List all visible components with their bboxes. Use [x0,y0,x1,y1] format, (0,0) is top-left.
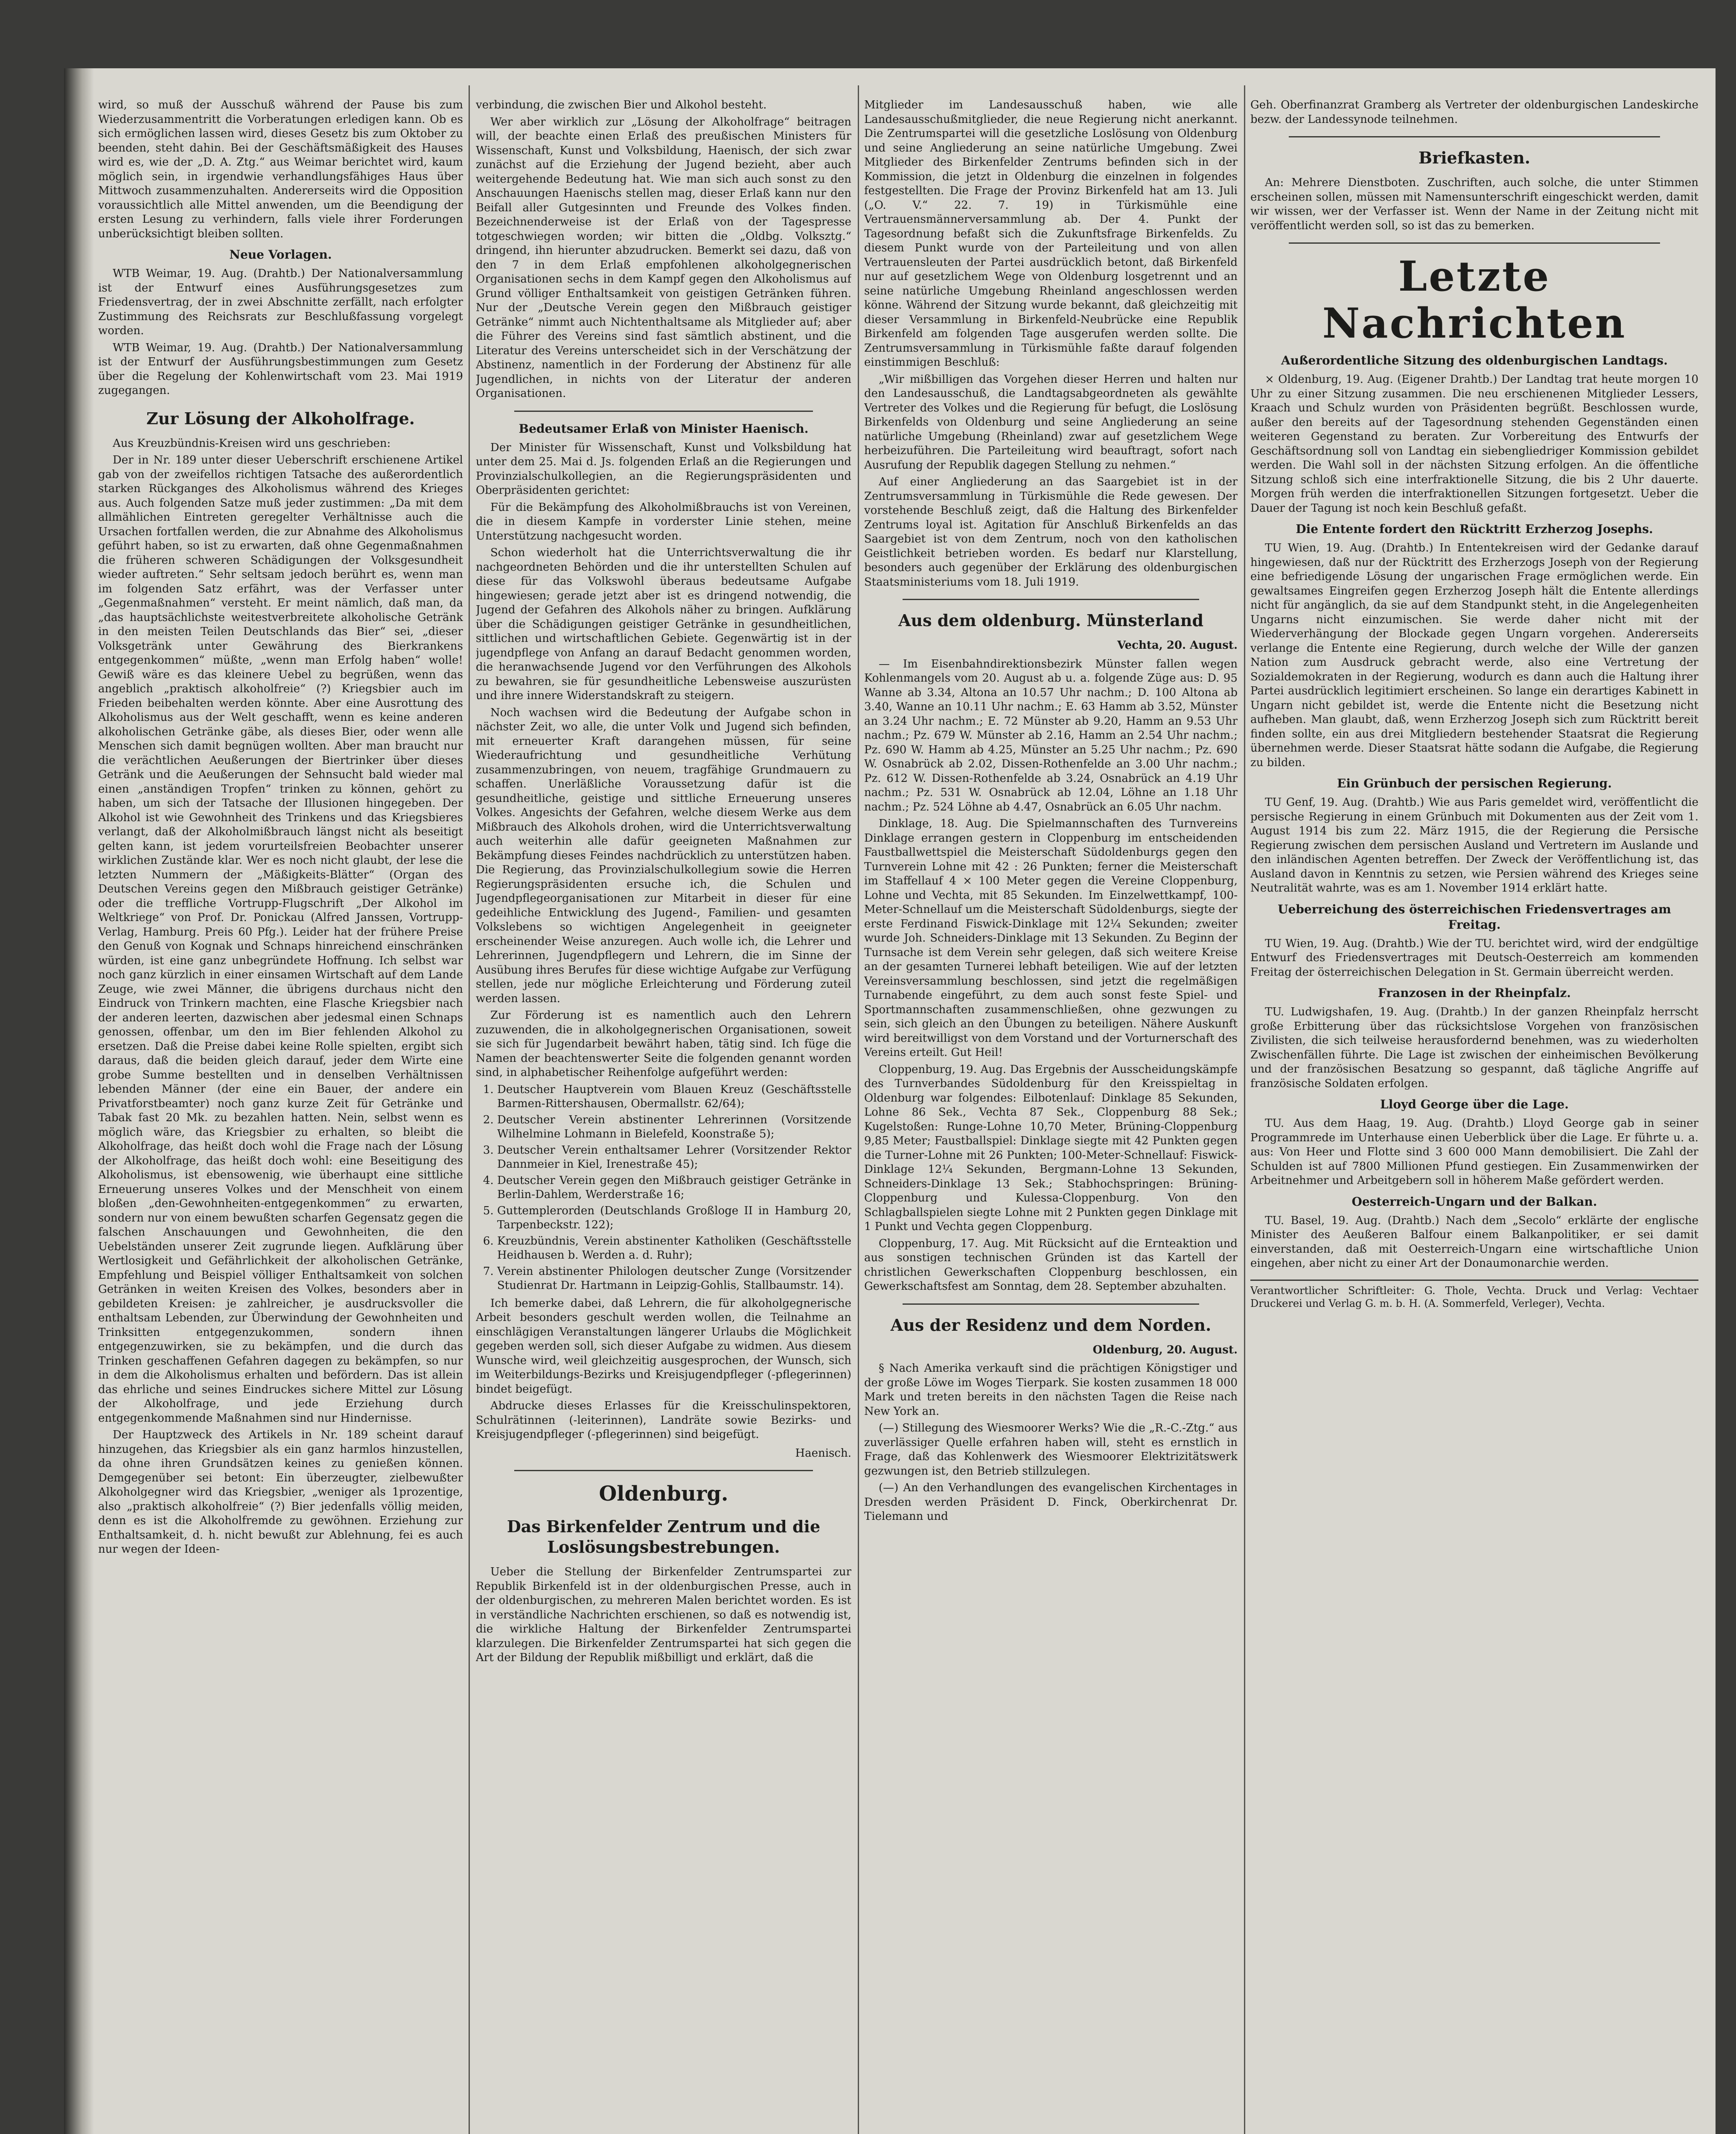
section-heading: Ein Grünbuch der persischen Regierung. [1337,776,1612,790]
list-item: 1. Deutscher Hauptverein vom Blauen Kreuz (Geschäftsstelle Barmen-Rittershausen, Obermallstr. 62/64); [497,1083,851,1111]
paragraph: An: Mehrere Dienstboten. Zuschriften, auch solche, die unter Stimmen erscheinen sollen, müssen mit Namensunterschrift eingeschickt werden, damit wir wissen, wer der Verfasser ist. Wenn der Name in der Zeitung nicht mit veröffentlicht werden soll, so ist das zu bemerken. [1250,176,1698,232]
paragraph: Zur Förderung ist es namentlich auch den Lehrern zuzuwenden, die in alkoholgegnerischen Organisationen, soweit sie sich für Jugendarbeit bewährt haben, tätig sind. Ich füge die Namen der beachtenswerter Seite die folgenden genannt worden sind, in alphabetischer Reihenfolge aufgeführt werden: [476,1009,851,1079]
list-item: 6. Kreuzbündnis, Verein abstinenter Katholiken (Geschäftsstelle Heidhausen b. Werden a. d. Ruhr); [497,1234,851,1263]
paragraph: wird, so muß der Ausschuß während der Pause bis zum Wiederzusammentritt die Vorberatungen erledigen kann. Ob es sich ermöglichen lassen wird, dieses Gesetz bis zum Oktober zu beenden, steht dahin. Bei der Geschäftsmäßigkeit des Hauses wird es, wie der „D. A. Ztg.“ aus Weimar berichtet wird, kaum möglich sein, in irgendwie verhandlungsfähiges Haus über Mittwoch zusammenzuhalten. Andererseits wird die Opposition voraussichtlich alle Mittel anwenden, um die Beendigung der ersten Lesung zu verhindern, falls viele ihrer Forderungen unberücksichtigt bleiben sollten. [98,99,463,240]
paragraph: Der in Nr. 189 unter dieser Ueberschrift erschienene Artikel gab von der zweifellos richtigen Tatsache des außerordentlich starken Rückganges des Alkoholismus während des Krieges aus. Auch folgenden Satze muß jeder zustimmen: „Da mit dem allmählichen Eintreten geregelter Verhältnisse auch die Ursachen fortfallen werden, die zur Abnahme des Alkoholismus geführt haben, so ist zu erwarten, daß ohne Gegenmaßnahmen die früheren schweren Schädigungen der Volksgesundheit wieder auftreten.“ Sehr seltsam jedoch berührt es, wenn man im folgenden Satz erfährt, was der Verfasser unter „Gegenmaßnahmen“ versteht. Er meint nämlich, daß man, da „das hauptsächlichste weitestverbreitete alkoholische Getränk in den meisten Teilen Deutschlands das Bier“ sei, „dieser Volksgetränk unter Gewährung des Bierkrankens entgegenkommen“ müßte, „wenn man Erfolg haben“ wolle! Gewiß wäre es das kleinere Uebel zu begrüßen, wenn das angeblich „praktisch alkoholfreie“ (?) Kriegsbier auch im Frieden beibehalten werden könnte. Aber eine Ausrottung des Alkoholismus aus der Welt geschafft, wenn es keine anderen alkoholischen Getränke gäbe, als dieses Bier, oder wenn alle Menschen sich damit begnügen wollten. Aber man braucht nur die verächtlichen Aeußerungen der Biertrinker über dieses Getränk und die Aeußerungen der Sehnsucht bald wieder mal einen „anständigen Tropfen“ trinken zu können, gehört zu haben, um sich der Tatsache der Illusionen hingegeben. Der Alkohol ist wie Gewohnheit des Trinkens und das Kriegsbieres verlangt, daß der Alkoholmißbrauch längst nicht als beseitigt gelten kann, ist jedem vorurteilsfreien Beobachter unserer wirklichen Zustände klar. Wer es noch nicht glaubt, der lese die letzten Nummern der „Mäßigkeits-Blätter“ (Organ des Deutschen Vereins gegen den Mißbrauch geistiger Getränke) oder die treffliche Vortrupp-Flugschrift „Der Alkohol im Weltkriege“ von Prof. Dr. Ponickau (Alfred Janssen, Vortrupp-Verlag, Hamburg. Preis 60 Pfg.). Leider hat der frühere Preise den Genuß von Kognak und Schnaps hinreichend einschränken würden, ist eine ganz unbegründete Hoffnung. Ich selbst war noch ganz kürzlich in einer einsamen Wirtschaft auf dem Lande Zeuge, wie zwei Männer, die übrigens durchaus nicht den Eindruck von Trinkern machten, eine Flasche Kriegsbier nach der anderen leerten, dazwischen aber jedesmal einen Schnaps genossen, offenbar, um den im Bier fehlenden Alkohol zu ersetzen. Daß die Preise dabei keine Rolle spielten, ergibt sich daraus, daß die beiden gleich darauf, jeder dem Wirte eine grobe Summe bestellten und in denselben Verhältnissen lebenden Männer (der eine ein Bauer, der andere ein Privatforstbeamter) noch ganz kurze Zeit für Getränke und Tabak fast 20 Mk. zu bezahlen hatten. Nein, selbst wenn es möglich wäre, das Kriegsbier zu erhalten, so bleibt die Alkoholfrage, das heißt doch wohl die Frage nach der Lösung der Alkoholfrage, das heißt doch wohl: eine Beseitigung des Alkoholismus, ist ebensowenig, wie überhaupt eine sittliche Erneuerung unseres Volkes und der Menschheit von einem bloßen „den-Gewohnheiten-entgegenkommen“ zu erwarten, sondern nur von einem bewußten scharfen Gegensatz gegen die falschen Anschauungen und Gewohnheiten, die den Uebelständen unserer Zeit zugrunde liegen. Aufklärung über Wertlosigkeit und Gefährlichkeit der alkoholischen Getränke, Empfehlung und Beispiel völliger Enthaltsamkeit von solchen Getränken in weiten Kreisen des Volkes, besonders aber in gebildeten Kreisen: je zahlreicher, je ausdrucksvoller die enthaltsam Lebenden, zur Überwindung der Gewohnheiten und Trinksitten entgegenzukommen, sondern ihnen entgegenzuwirken, sie zu bekämpfen, und die durch das Trinken geschaffenen Gefahren dagegen zu bekämpfen, so nur in dem die Alkoholismus erhalten und befördern. Das ist allein das ehrliche und seines Eindruckes sichere Mittel zur Lösung der Alkoholfrage, und jede Erziehung durch entgegenkommende Maßnahmen sind nur Hindernisse. [98,454,463,1425]
paragraph: TU. Basel, 19. Aug. (Drahtb.) Nach dem „Secolo“ erklärte der englische Minister des Aeußeren Balfour einem Balkanpolitiker, er sei damit einverstanden, daß mit Oesterreich-Ungarn eine wirtschaftliche Union eingehen, aber nicht zu einer Art der Donaumonarchie werden. [1250,1214,1698,1270]
column-1 [98,98,463,2134]
section-heading: Bedeutsamer Erlaß von Minister Haenisch. [518,421,809,436]
paragraph: Auf einer Angliederung an das Saargebiet ist in der Zentrumsversammlung in Türkismühle die Rede gewesen. Der vorstehende Beschluß zeigt, daß die Haltung des Birkenfelder Zentrums loyal ist. Agitation für Anschluß Birkenfelds an das Saargebiet ist von dem Zentrum, noch von den katholischen Geistlichkeit betrieben worden. Es bedarf nur Klarstellung, besonders auch gegenüber der Erklärung des oldenburgischen Staatsministeriums vom 18. Juli 1919. [864,475,1238,589]
separator [1289,136,1660,137]
paragraph: Ich bemerke dabei, daß Lehrern, die für alkoholgegnerische Arbeit besonders geschult werden wollen, die Teilnahme an einschlägigen Veranstaltungen längerer Urlaubs die Möglichkeit gegeben werden soll, sich dieser Aufgabe zu widmen. Aus diesem Wunsche wird, weil gleichzeitig ausgesprochen, der Wunsch, sich im Weiterbildungs-Bezirks und Kreisjugendpfleger (-pflegerinnen) bindet beigefügt. [476,1297,851,1396]
paragraph: TU. Ludwigshafen, 19. Aug. (Drahtb.) In der ganzen Rheinpfalz herrscht große Erbitterung über das rücksichtslose Vorgehen von französischen Zivilisten, die sich teilweise herausfordernd benehmen, was zu wiederholten Zwischenfällen führte. Die Lage ist zwischen der einheimischen Bevölkerung und der französischen Besatzung so gespannt, daß tägliche Angriffe auf französische Soldaten erfolgen. [1250,1006,1698,1090]
column-rule [858,85,859,2134]
paragraph: Ueber die Stellung der Birkenfelder Zentrumspartei zur Republik Birkenfeld ist in der oldenburgischen Presse, auch in der oldenburgischen, zu mehreren Malen berichtet worden. Es ist in verständliche Nachrichten erschienen, so daß es notwendig ist, die wirkliche Haltung der Birkenfelder Zentrumspartei klarzulegen. Die Birkenfelder Zentrumspartei hat sich gegen die Art der Bildung der Republik mißbilligt und erklärt, daß die [476,1566,851,1664]
article-headline: Das Birkenfelder Zentrum und die Loslösungsbestrebungen. [507,1517,821,1557]
paragraph: Wer aber wirklich zur „Lösung der Alkoholfrage“ beitragen will, der beachte einen Erlaß des preußischen Ministers für Wissenschaft, Kunst und Volksbildung, Haenisch, der sich zwar zunächst auf die Erziehung der Jugend bezieht, aber auch weitergehende Bedeutung hat. Wie man sich auch sonst zu den Anschauungen Haenischs stellen mag, dieser Erlaß kann nur den Beifall aller Gutgesinnten und Freunde des Volkes finden. Bezeichnenderweise ist der Erlaß von der Tagespresse totgeschwiegen worden; wir bitten die „Oldbg. Volksztg.“ dringend, ihn hierunter abzudrucken. Bemerkt sei dazu, daß von den 7 in dem Erlaß empfohlenen alkoholgegnerischen Organisationen sechs in dem Kampf gegen den Alkoholismus auf Grund völliger Enthaltsamkeit von geistigen Getränken führen. Nur der „Deutsche Verein gegen den Mißbrauch geistiger Getränke“ nimmt auch Nichtenthaltsame als Mitglieder auf; aber die Führer des Vereins sind fast sämtlich abstinent, und die Literatur des Vereins unterscheidet sich in der Verschätzung der Abstinenz, namentlich in der Forderung der Abstinenz für alle Jugendlichen, in nichts von der Literatur der anderen Organisationen. [476,115,851,400]
paragraph: WTB Weimar, 19. Aug. (Drahtb.) Der Nationalversammlung ist der Entwurf eines Ausführungsgesetzes zum Friedensvertrag, der in zwei Abschnitte zerfällt, nach erfolgter Zustimmung des Reichsrats zur Beschlußfassung vorgelegt worden. [98,267,463,337]
paragraph: (—) An den Verhandlungen des evangelischen Kirchentages in Dresden werden Präsident D. Finck, Oberkirchenrat Dr. Tielemann und [864,1481,1238,1523]
separator [903,1303,1199,1305]
separator [903,599,1199,600]
section-title: Aus dem oldenburg. Münsterland [898,611,1204,630]
dateline: Oldenburg, 20. August. [1092,1343,1238,1356]
paragraph: Der Hauptzweck des Artikels in Nr. 189 scheint darauf hinzugehen, das Kriegsbier als ein ganz harmlos hinzustellen, da ohne ihren Grundsätzen keines zu genießen können. Demgegenüber sei betont: Ein überzeugter, zielbewußter Alkoholgegner wird das Kriegsbier, „weniger als 1prozentige, also „praktisch alkoholfreie“ (?) Bier jedenfalls völlig meiden, denn es ist die Alkoholfremde zu gewöhnen. Erziehung zur Enthaltsamkeit, d. h. nicht bewußt zur Ablehnung, fei es auch nur wegen der Ideen- [98,1428,463,1556]
section-heading: Neue Vorlagen. [229,248,332,262]
imprint: Verantwortlicher Schriftleiter: G. Thole, Vechta. Druck und Verlag: Vechtaer Druckerei und Verlag G. m. b. H. (A. Sommerfeld, Verleger), Vechta. [1250,1280,1698,1310]
article-headline: Zur Lösung der Alkoholfrage. [146,408,415,428]
paragraph: Geh. Oberfinanzrat Gramberg als Vertreter der oldenburgischen Landeskirche bezw. der Landessynode teilnehmen. [1250,99,1698,126]
list-item: 4. Deutscher Verein gegen den Mißbrauch geistiger Getränke in Berlin-Dahlem, Werderstraße 16; [497,1174,851,1202]
paragraph: Schon wiederholt hat die Unterrichtsverwaltung die ihr nachgeordneten Behörden und die ihr unterstellten Schulen auf diese für das Volkswohl überaus bedeutsame Aufgabe hingewiesen; gerade jetzt aber ist es dringend notwendig, die Jugend der Gefahren des Alkohols näher zu bringen. Aufklärung über die Schädigungen geistiger Getränke in gesundheitlichen, sittlichen und wirtschaftlichen Gebiete. Gegenwärtig ist in der jugendpflege von Anfang an darauf Bedacht genommen worden, die heranwachsende Jugend vor den Verführungen des Alkohols zu bewahren, sie für gesundheitliche Lebensweise auszurüsten und ihre innere Widerstandskraft zu steigern. [476,546,851,702]
column-2 [476,98,851,2134]
paragraph: — Im Eisenbahndirektionsbezirk Münster fallen wegen Kohlenmangels vom 20. August ab u. a. folgende Züge aus: D. 95 Wanne ab 3.34, Altona an 10.57 Uhr nachm.; D. 100 Altona ab 3.40, Wanne an 10.11 Uhr nachm.; E. 63 Hamm ab 3.52, Münster an 3.24 Uhr nachm.; E. 72 Münster ab 9.20, Hamm an 9.53 Uhr nachm.; Pz. 679 W. Münster ab 2.16, Hamm an 2.54 Uhr nachm.; Pz. 690 W. Hamm ab 4.25, Münster an 5.25 Uhr nachm.; Pz. 690 W. Osnabrück ab 2.02, Dissen-Rothenfelde an 3.00 Uhr nachm.; Pz. 612 W. Dissen-Rothenfelde ab 3.24, Osnabrück an 4.19 Uhr nachm.; Pz. 531 W. Osnabrück ab 12.04, Löhne an 1.18 Uhr nachm.; Pz. 524 Löhne ab 4.47, Osnabrück an 6.05 Uhr nachm. [864,657,1238,813]
paragraph: „Wir mißbilligen das Vorgehen dieser Herren und halten nur den Landesausschuß, die Landtagsabgeordneten als gewählte Vertreter des Volkes und die Regierung für befugt, die Loslösung Birkenfelds von Oldenburg und seine Angliederung an seine natürliche Umgebung (Rheinland) zwar auf gesetzlichem Wege herbeizuführen. Die Parteileitung wird beauftragt, sofort nach Ausrufung der Republik dagegen Stellung zu nehmen.“ [864,373,1238,472]
section-heading: Die Entente fordert den Rücktritt Erzherzog Josephs. [1296,522,1653,536]
paragraph: TU Genf, 19. Aug. (Drahtb.) Wie aus Paris gemeldet wird, veröffentlicht die persische Regierung in einem Grünbuch mit Dokumenten aus der Zeit vom 1. August 1914 bis zum 22. März 1915, die der Regierung die Persische Regierung zwischen dem persischen Ausland und Vertretern im Auslande und den inländischen Agenten betreffen. Der Zweck der Veröffentlichung ist, das Ausland davon in Kenntnis zu setzen, wie Persien während des Krieges seine Neutralität wahrte, was es am 1. November 1914 erklärt hatte. [1250,796,1698,895]
paragraph: TU Wien, 19. Aug. (Drahtb.) Wie der TU. berichtet wird, wird der endgültige Entwurf des Friedensvertrages mit Deutsch-Oesterreich am kommenden Freitag der österreichischen Delegation in St. Germain überreicht werden. [1250,937,1698,979]
paragraph: Abdrucke dieses Erlasses für die Kreisschulinspektoren, Schulrätinnen (-leiterinnen), Landräte sowie Bezirks- und Kreisjugendpfleger (-pflegerinnen) sind beigefügt. [476,1399,851,1441]
separator [1289,242,1660,244]
separator [514,1470,813,1471]
section-title: Briefkasten. [1418,148,1531,167]
list-item: 2. Deutscher Verein abstinenter Lehrerinnen (Vorsitzende Wilhelmine Lohmann in Bielefeld, Koonstraße 5); [497,1113,851,1142]
list-item: 7. Verein abstinenter Philologen deutscher Zunge (Vorsitzender Studienrat Dr. Hartmann in Leipzig-Gohlis, Stallbaumstr. 14). [497,1265,851,1293]
list-item: 3. Deutscher Verein enthaltsamer Lehrer (Vorsitzender Rektor Dannmeier in Kiel, Irenestraße 45); [497,1143,851,1172]
paragraph: Der Minister für Wissenschaft, Kunst und Volksbildung hat unter dem 25. Mai d. Js. folgenden Erlaß an die Regierungen und Provinzialschulkollegien, an die Regierungspräsidenten und Oberpräsidenten gerichtet: [476,441,851,497]
section-heading: Ueberreichung des österreichischen Friedensvertrages am Freitag. [1278,902,1671,932]
paragraph: (—) Stillegung des Wiesmoorer Werks? Wie die „R.-C.-Ztg.“ aus zuverlässiger Quelle erfahren haben will, steht es ernstlich in Frage, daß das Kohlenwerk des Wiesmoorer Elektrizitätswerk gezwungen ist, den Betrieb stillzulegen. [864,1422,1238,1478]
section-title: Aus der Residenz und dem Norden. [890,1315,1212,1335]
paragraph: Dinklage, 18. Aug. Die Spielmannschaften des Turnvereins Dinklage errangen gestern in Cloppenburg im entscheidenden Faustballwettspiel die Meisterschaft Südoldenburgs gegen den Turnverein Lohne mit 42 : 26 Punkten; ferner die Meisterschaft im Staffellauf 4 × 100 Meter gegen die Vereine Cloppenburg, Lohne und Vechta, mit 85 Sekunden. Im Einzelwettkampf, 100-Meter-Schnellauf um die Meisterschaft Südoldenburgs, siegte der erste Ferdinand Fiswick-Dinklage mit 12¼ Sekunden; zweiter wurde Joh. Schneiders-Dinklage mit 13 Sekunden. Zu Beginn der Turnsache ist dem Verein sehr gelegen, daß sich weitere Kreise an der gesamten Turnerei lebhaft beteiligen. Wie auf der letzten Vereinsversammlung beschlossen, sind jetzt die regelmäßigen Turnabende eingeführt, zu dem auch sonst feste Spiel- und Sportmannschaften zusammenschließen, ohne gezwungen zu sein, sich gleich an den Übungen zu beteiligen. Nähere Auskunft wird bereitwilligst von dem Vorstand und der Vorturnerschaft des Vereins erteilt. Gut Heil! [864,817,1238,1059]
section-heading: Lloyd George über die Lage. [1380,1097,1569,1111]
column-3 [864,98,1238,2134]
column-rule [469,85,470,2134]
paragraph: Cloppenburg, 19. Aug. Das Ergebnis der Ausscheidungskämpfe des Turnverbandes Südoldenburg für den Kreisspieltag in Oldenburg war folgendes: Eilbotenlauf: Dinklage 85 Sekunden, Lohne 86 Sek., Vechta 87 Sek., Cloppenburg 88 Sek.; Kugelstoßen: Runge-Lohne 10,70 Meter, Brüning-Cloppenburg 9,85 Meter; Faustballspiel: Dinklage siegte mit 42 Punkten gegen die Turner-Lohne mit 26 Punkten; 100-Meter-Schnellauf: Fiswick-Dinklage 12¼ Sekunden, Bergmann-Lohne 13 Sekunden, Schneiders-Dinklage 13 Sek.; Stabhochspringen: Brüning-Cloppenburg und Kulessa-Cloppenburg. Von den Schlagballspielen siegte Lohne mit 2 Punkten gegen Dinklage mit 1 Punkt und Vechta gegen Cloppenburg. [864,1063,1238,1233]
paragraph: TU. Aus dem Haag, 19. Aug. (Drahtb.) Lloyd George gab in seiner Programmrede im Unterhause einen Ueberblick über die Lage. Er führte u. a. aus: Von Heer und Flotte sind 3 600 000 Mann demobilisiert. Die Zahl der Schulden ist auf 7800 Millionen Pfund gestiegen. Ein Zusammenwirken der Arbeitnehmer und Arbeitgebern soll in höherem Maße gefördert werden. [1250,1117,1698,1187]
paragraph: WTB Weimar, 19. Aug. (Drahtb.) Der Nationalversammlung ist der Entwurf der Ausführungsbestimmungen zum Gesetz über die Regelung der Kohlenwirtschaft vom 23. Mai 1919 zugegangen. [98,341,463,397]
section-heading: Franzosen in der Rheinpfalz. [1378,986,1571,1000]
column-rule [1244,85,1245,2134]
signature: Haenisch. [795,1446,851,1460]
paragraph: TU Wien, 19. Aug. (Drahtb.) In Ententekreisen wird der Gedanke darauf hingewiesen, daß nur der Rücktritt des Erzherzogs Joseph von der Regierung eine befriedigende Lösung der ungarischen Frage ermöglichen werde. Ein gewaltsames Eingreifen gegen Erzherzog Joseph hält die Entente allerdings nicht für angänglich, da sie auf dem Standpunkt steht, in die Angelegenheiten Ungarns nicht einzumischen. Sie werde daher nicht mit der Wiederverhängung der Blockade gegen Ungarn vorgehen. Andererseits verlange die Entente eine Regierung, durch welche der Wille der ganzen Nation zum Ausdruck gebracht werde, also eine Vertretung der Sozialdemokraten in der Regierung, wodurch es dann auch die Haltung ihrer Partei ausdrücklich legitimiert erscheinen. So lange ein derartiges Kabinett in Ungarn nicht gebildet ist, werde die Entente nicht die Besetzung nicht aufheben. Man glaubt, daß, wenn Erzherzog Joseph sich zum Rücktritt bereit finden sollte, ein aus drei Mitgliedern bestehender Staatsrat die Regierung übernehmen werde. Dieser Staatsrat hätte sodann die Aufgabe, die Regierung zu bilden. [1250,542,1698,769]
section-heading: Oesterreich-Ungarn und der Balkan. [1352,1194,1597,1209]
paragraph: Für die Bekämpfung des Alkoholmißbrauchs ist von Vereinen, die in diesem Kampfe in vorderster Linie stehen, meine Unterstützung nachgesucht worden. [476,501,851,542]
paragraph: Aus Kreuzbündnis-Kreisen wird uns geschrieben: [113,437,391,450]
paragraph: Cloppenburg, 17. Aug. Mit Rücksicht auf die Ernteaktion und aus sonstigen technischen Gründen ist das Kartell der christlichen Gewerkschaften Cloppenburg beschlossen, ein Gewerkschaftsfest am Sonntag, dem 28. September abzuhalten. [864,1237,1238,1293]
dateline: Vechta, 20. August. [1117,639,1238,652]
paragraph: Noch wachsen wird die Bedeutung der Aufgabe schon in nächster Zeit, wo alle, die unter Volk und Jugend sich befinden, mit erneuerter Kraft darangehen müssen, für seine Wiederaufrichtung und gesundheitliche Verhütung zusammenzubringen, von neuem, tragfähige Grundmauern zu schaffen. Unerläßliche Voraussetzung dafür ist die gesundheitliche, geistige und sittliche Erneuerung unseres Volkes. Angesichts der Gefahren, welche diesem Werke aus dem Mißbrauch des Alkohols drohen, wird die Unterrichtsverwaltung auch weiterhin alle dafür geeigneten Maßnahmen zur Bekämpfung dieses Feindes nachdrücklich zu unterstützen haben. Die Regierung, das Provinzialschulkollegium sowie die Herren Regierungspräsidenten ersuche ich, die Schulen und Jugendpflegeorganisationen zur Mitarbeit in dieser für eine gedeihliche Entwicklung des Jugend-, Familien- und gesamten Volkslebens so wichtigen Angelegenheit in geeigneter erscheinender Weise anzuregen. Auch wolle ich, die Lehrer und Lehrerinnen, Jugendpflegern und Lehrern, die im Sinne der Ausübung ihres Berufes für diese wichtige Aufgabe zur Verfügung stellen, jede nur mögliche Erleichterung und Förderung zuteil werden lassen. [476,706,851,1005]
organization-list [489,1083,851,1293]
paragraph: × Oldenburg, 19. Aug. (Eigener Drahtb.) Der Landtag trat heute morgen 10 Uhr zu einer Sitzung zusammen. Die neu erschienenen Mitglieder Lessers, Kraach und Schulz wurden von Präsidenten begrüßt. Beschlossen wurde, außer den bereits auf der Tagesordnung stehenden Gegenständen einen weiteren Gegenstand zu beraten. Zur Vorbereitung des Entwurfs der Geschäftsordnung soll von Landtag ein siebengliedriger Kommission gebildet werden. Die Wahl soll in der nächsten Sitzung erfolgen. An die öffentliche Sitzung schloß sich eine interfraktionelle Sitzung, die bis 2 Uhr dauerte. Morgen früh werden die interfraktionellen Sitzungen fortgesetzt. Ueber die Dauer der Tagung ist noch kein Beschluß gefaßt. [1250,373,1698,515]
paragraph: § Nach Amerika verkauft sind die prächtigen Königstiger und der große Löwe im Woges Tierpark. Sie kosten zusammen 18 000 Mark und treten bereits in den nächsten Tagen die Reise nach New York an. [864,1362,1238,1418]
section-heading: Außerordentliche Sitzung des oldenburgischen Landtags. [1281,353,1668,367]
newspaper-page [64,68,1716,2134]
paragraph: Mitglieder im Landesausschuß haben, wie alle Landesausschußmitglieder, die neue Regierung nicht anerkannt. Die Zentrumspartei will die gesetzliche Loslösung von Oldenburg und seine Angliederung an seine natürliche Umgebung. Zwei Mitglieder des Birkenfelder Zentrums befinden sich in der Kommission, die jetzt in Oldenburg die einzelnen in folgendes festgestellten. Die Frage der Provinz Birkenfeld hat am 13. Juli („O. V.“ 22. 7. 19) in Türkismühle eine Vertrauensmännerversammlung ab. Der 4. Punkt der Tagesordnung befaßt sich die Zukunftsfrage Birkenfelds. Zu diesem Punkt wurde von der Parteileitung und von allen Vertrauensleuten der Partei ausdrücklich betont, daß Birkenfeld nur auf gesetzlichem Wege von Oldenburg losgetrennt und an seine natürliche Umgebung Rheinland angeschlossen werden könne. Während der Sitzung wurde bekannt, daß gleichzeitig mit dieser Versammlung in Birkenfeld-Neubrücke eine Republik Birkenfeld am folgenden Tage ausgerufen werden sollte. Die Zentrumsversammlung in Türkismühle faßte darauf folgenden einstimmigen Beschluß: [864,99,1238,369]
section-masthead: Letzte Nachrichten [1322,252,1627,347]
list-item: 5. Guttemplerorden (Deutschlands Großloge II in Hamburg 20, Tarpenbeckstr. 122); [497,1204,851,1233]
section-title: Oldenburg. [599,1482,728,1506]
paragraph: verbindung, die zwischen Bier und Alkohol besteht. [476,99,767,111]
column-4 [1250,98,1698,2134]
separator [514,411,813,412]
